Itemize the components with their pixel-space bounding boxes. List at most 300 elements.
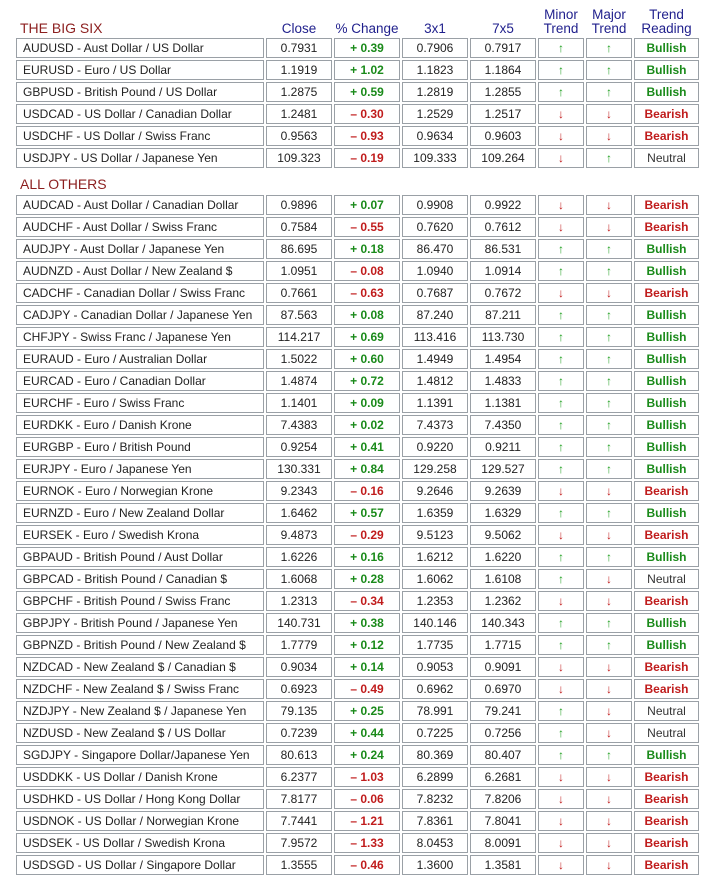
close-value: 1.1401 bbox=[266, 393, 332, 413]
value-7x5: 0.9603 bbox=[470, 126, 536, 146]
down-arrow-icon: ↓ bbox=[558, 129, 564, 143]
value-3x1: 1.6359 bbox=[402, 503, 468, 523]
percent-change: + 0.09 bbox=[334, 393, 400, 413]
value-3x1: 1.3600 bbox=[402, 855, 468, 875]
pair-name: USDDKK - US Dollar / Danish Krone bbox=[16, 767, 264, 787]
value-3x1: 0.6962 bbox=[402, 679, 468, 699]
close-value: 114.217 bbox=[266, 327, 332, 347]
value-7x5: 1.6220 bbox=[470, 547, 536, 567]
pair-name: CHFJPY - Swiss Franc / Japanese Yen bbox=[16, 327, 264, 347]
trend-reading: Neutral bbox=[634, 569, 699, 589]
value-3x1: 1.6212 bbox=[402, 547, 468, 567]
trend-reading: Bearish bbox=[634, 767, 699, 787]
value-3x1: 0.9053 bbox=[402, 657, 468, 677]
value-7x5: 7.8206 bbox=[470, 789, 536, 809]
up-arrow-icon: ↑ bbox=[606, 440, 612, 454]
pair-name: EURJPY - Euro / Japanese Yen bbox=[16, 459, 264, 479]
table-row bbox=[16, 503, 699, 523]
up-arrow-icon: ↑ bbox=[558, 41, 564, 55]
minor-trend-cell bbox=[538, 82, 584, 102]
down-arrow-icon: ↓ bbox=[558, 814, 564, 828]
table-row bbox=[16, 104, 699, 124]
close-value: 1.2313 bbox=[266, 591, 332, 611]
value-3x1: 87.240 bbox=[402, 305, 468, 325]
trend-reading: Bearish bbox=[634, 104, 699, 124]
up-arrow-icon: ↑ bbox=[558, 352, 564, 366]
table-row bbox=[16, 767, 699, 787]
value-3x1: 0.7225 bbox=[402, 723, 468, 743]
close-value: 1.6462 bbox=[266, 503, 332, 523]
percent-change: + 0.12 bbox=[334, 635, 400, 655]
trend-reading: Bullish bbox=[634, 635, 699, 655]
close-value: 0.9254 bbox=[266, 437, 332, 457]
close-value: 140.731 bbox=[266, 613, 332, 633]
header-row bbox=[16, 7, 699, 36]
close-value: 1.3555 bbox=[266, 855, 332, 875]
col-header-major-line1: Major bbox=[592, 7, 626, 22]
minor-trend-cell bbox=[538, 104, 584, 124]
major-trend-cell bbox=[586, 613, 632, 633]
pair-name: USDSGD - US Dollar / Singapore Dollar bbox=[16, 855, 264, 875]
up-arrow-icon: ↑ bbox=[606, 550, 612, 564]
up-arrow-icon: ↑ bbox=[558, 330, 564, 344]
minor-trend-cell bbox=[538, 525, 584, 545]
major-trend-cell bbox=[586, 591, 632, 611]
pair-name: EURDKK - Euro / Danish Krone bbox=[16, 415, 264, 435]
down-arrow-icon: ↓ bbox=[558, 151, 564, 165]
pair-name: EURAUD - Euro / Australian Dollar bbox=[16, 349, 264, 369]
value-3x1: 7.4373 bbox=[402, 415, 468, 435]
trend-reading: Bullish bbox=[634, 349, 699, 369]
percent-change: + 0.60 bbox=[334, 349, 400, 369]
up-arrow-icon: ↑ bbox=[558, 308, 564, 322]
col-header-minor-line1: Minor bbox=[544, 7, 578, 22]
down-arrow-icon: ↓ bbox=[606, 836, 612, 850]
col-header-3x1: 3x1 bbox=[424, 21, 446, 36]
down-arrow-icon: ↓ bbox=[558, 682, 564, 696]
percent-change: + 0.02 bbox=[334, 415, 400, 435]
pair-name: USDSEK - US Dollar / Swedish Krona bbox=[16, 833, 264, 853]
major-trend-cell bbox=[586, 393, 632, 413]
down-arrow-icon: ↓ bbox=[606, 726, 612, 740]
percent-change: – 0.30 bbox=[334, 104, 400, 124]
value-7x5: 129.527 bbox=[470, 459, 536, 479]
up-arrow-icon: ↑ bbox=[558, 396, 564, 410]
up-arrow-icon: ↑ bbox=[606, 374, 612, 388]
major-trend-cell bbox=[586, 525, 632, 545]
percent-change: + 0.59 bbox=[334, 82, 400, 102]
trend-reading: Bearish bbox=[634, 283, 699, 303]
table-row bbox=[16, 82, 699, 102]
currency-trend-table bbox=[14, 5, 697, 877]
up-arrow-icon: ↑ bbox=[558, 418, 564, 432]
major-trend-cell bbox=[586, 811, 632, 831]
col-header-change: % Change bbox=[335, 21, 399, 36]
table-row bbox=[16, 657, 699, 677]
up-arrow-icon: ↑ bbox=[558, 242, 564, 256]
section-title-all-others: ALL OTHERS bbox=[20, 176, 107, 192]
trend-reading: Neutral bbox=[634, 148, 699, 168]
minor-trend-cell bbox=[538, 657, 584, 677]
up-arrow-icon: ↑ bbox=[558, 506, 564, 520]
percent-change: + 0.07 bbox=[334, 195, 400, 215]
trend-reading: Bullish bbox=[634, 261, 699, 281]
value-7x5: 1.2362 bbox=[470, 591, 536, 611]
major-trend-cell bbox=[586, 104, 632, 124]
up-arrow-icon: ↑ bbox=[606, 63, 612, 77]
minor-trend-cell bbox=[538, 38, 584, 58]
percent-change: + 0.28 bbox=[334, 569, 400, 589]
pair-name: SGDJPY - Singapore Dollar/Japanese Yen bbox=[16, 745, 264, 765]
value-7x5: 0.6970 bbox=[470, 679, 536, 699]
up-arrow-icon: ↑ bbox=[558, 748, 564, 762]
trend-reading: Bullish bbox=[634, 60, 699, 80]
pair-name: AUDCAD - Aust Dollar / Canadian Dollar bbox=[16, 195, 264, 215]
down-arrow-icon: ↓ bbox=[606, 107, 612, 121]
pair-name: GBPNZD - British Pound / New Zealand $ bbox=[16, 635, 264, 655]
down-arrow-icon: ↓ bbox=[606, 682, 612, 696]
major-trend-cell bbox=[586, 789, 632, 809]
major-trend-cell bbox=[586, 657, 632, 677]
up-arrow-icon: ↑ bbox=[558, 85, 564, 99]
major-trend-cell bbox=[586, 217, 632, 237]
pair-name: NZDCHF - New Zealand $ / Swiss Franc bbox=[16, 679, 264, 699]
minor-trend-cell bbox=[538, 393, 584, 413]
value-3x1: 7.8361 bbox=[402, 811, 468, 831]
up-arrow-icon: ↑ bbox=[558, 462, 564, 476]
close-value: 0.9034 bbox=[266, 657, 332, 677]
percent-change: + 0.16 bbox=[334, 547, 400, 567]
trend-reading: Bearish bbox=[634, 525, 699, 545]
table-row bbox=[16, 415, 699, 435]
down-arrow-icon: ↓ bbox=[558, 484, 564, 498]
up-arrow-icon: ↑ bbox=[558, 726, 564, 740]
percent-change: – 0.06 bbox=[334, 789, 400, 809]
value-3x1: 1.1391 bbox=[402, 393, 468, 413]
value-3x1: 1.7735 bbox=[402, 635, 468, 655]
pair-name: EURCAD - Euro / Canadian Dollar bbox=[16, 371, 264, 391]
percent-change: + 0.57 bbox=[334, 503, 400, 523]
value-3x1: 0.7687 bbox=[402, 283, 468, 303]
value-3x1: 0.9220 bbox=[402, 437, 468, 457]
value-7x5: 9.2639 bbox=[470, 481, 536, 501]
value-3x1: 1.2529 bbox=[402, 104, 468, 124]
value-3x1: 0.9908 bbox=[402, 195, 468, 215]
value-7x5: 1.0914 bbox=[470, 261, 536, 281]
value-7x5: 6.2681 bbox=[470, 767, 536, 787]
minor-trend-cell bbox=[538, 148, 584, 168]
major-trend-cell bbox=[586, 833, 632, 853]
close-value: 6.2377 bbox=[266, 767, 332, 787]
percent-change: – 0.29 bbox=[334, 525, 400, 545]
value-7x5: 0.7256 bbox=[470, 723, 536, 743]
trend-reading: Bullish bbox=[634, 239, 699, 259]
percent-change: – 0.63 bbox=[334, 283, 400, 303]
table-row bbox=[16, 855, 699, 875]
value-3x1: 0.9634 bbox=[402, 126, 468, 146]
table-row bbox=[16, 217, 699, 237]
value-7x5: 109.264 bbox=[470, 148, 536, 168]
close-value: 1.0951 bbox=[266, 261, 332, 281]
down-arrow-icon: ↓ bbox=[606, 660, 612, 674]
trend-reading: Bullish bbox=[634, 503, 699, 523]
value-3x1: 9.2646 bbox=[402, 481, 468, 501]
table-row bbox=[16, 481, 699, 501]
value-3x1: 6.2899 bbox=[402, 767, 468, 787]
table-row bbox=[16, 393, 699, 413]
value-3x1: 1.4812 bbox=[402, 371, 468, 391]
percent-change: + 0.72 bbox=[334, 371, 400, 391]
table-row bbox=[16, 195, 699, 215]
up-arrow-icon: ↑ bbox=[606, 330, 612, 344]
value-7x5: 1.2855 bbox=[470, 82, 536, 102]
table-row bbox=[16, 833, 699, 853]
table-row bbox=[16, 591, 699, 611]
minor-trend-cell bbox=[538, 767, 584, 787]
table-row bbox=[16, 811, 699, 831]
major-trend-cell bbox=[586, 723, 632, 743]
down-arrow-icon: ↓ bbox=[606, 814, 612, 828]
col-header-close: Close bbox=[281, 21, 317, 36]
value-7x5: 0.7612 bbox=[470, 217, 536, 237]
percent-change: + 0.39 bbox=[334, 38, 400, 58]
value-7x5: 9.5062 bbox=[470, 525, 536, 545]
close-value: 9.4873 bbox=[266, 525, 332, 545]
trend-reading: Bullish bbox=[634, 613, 699, 633]
major-trend-cell bbox=[586, 371, 632, 391]
pair-name: USDJPY - US Dollar / Japanese Yen bbox=[16, 148, 264, 168]
pair-name: CADJPY - Canadian Dollar / Japanese Yen bbox=[16, 305, 264, 325]
percent-change: + 0.08 bbox=[334, 305, 400, 325]
value-3x1: 109.333 bbox=[402, 148, 468, 168]
percent-change: – 1.03 bbox=[334, 767, 400, 787]
value-7x5: 113.730 bbox=[470, 327, 536, 347]
trend-reading: Bearish bbox=[634, 195, 699, 215]
minor-trend-cell bbox=[538, 459, 584, 479]
close-value: 1.4874 bbox=[266, 371, 332, 391]
value-3x1: 8.0453 bbox=[402, 833, 468, 853]
up-arrow-icon: ↑ bbox=[606, 462, 612, 476]
major-trend-cell bbox=[586, 349, 632, 369]
close-value: 86.695 bbox=[266, 239, 332, 259]
table-row bbox=[16, 437, 699, 457]
percent-change: + 0.24 bbox=[334, 745, 400, 765]
close-value: 0.7239 bbox=[266, 723, 332, 743]
pair-name: CADCHF - Canadian Dollar / Swiss Franc bbox=[16, 283, 264, 303]
trend-reading: Bullish bbox=[634, 437, 699, 457]
up-arrow-icon: ↑ bbox=[606, 396, 612, 410]
up-arrow-icon: ↑ bbox=[558, 638, 564, 652]
percent-change: – 0.19 bbox=[334, 148, 400, 168]
down-arrow-icon: ↓ bbox=[558, 858, 564, 872]
pair-name: GBPUSD - British Pound / US Dollar bbox=[16, 82, 264, 102]
down-arrow-icon: ↓ bbox=[558, 792, 564, 806]
pair-name: EURSEK - Euro / Swedish Krona bbox=[16, 525, 264, 545]
table-row bbox=[16, 635, 699, 655]
col-header-major-line2: Trend bbox=[591, 21, 627, 36]
major-trend-cell bbox=[586, 148, 632, 168]
value-7x5: 0.7672 bbox=[470, 283, 536, 303]
minor-trend-cell bbox=[538, 481, 584, 501]
value-7x5: 1.1864 bbox=[470, 60, 536, 80]
major-trend-cell bbox=[586, 82, 632, 102]
value-7x5: 86.531 bbox=[470, 239, 536, 259]
up-arrow-icon: ↑ bbox=[606, 85, 612, 99]
pair-name: EURGBP - Euro / British Pound bbox=[16, 437, 264, 457]
value-7x5: 1.6108 bbox=[470, 569, 536, 589]
value-7x5: 0.7917 bbox=[470, 38, 536, 58]
value-3x1: 1.6062 bbox=[402, 569, 468, 589]
major-trend-cell bbox=[586, 767, 632, 787]
pair-name: USDCAD - US Dollar / Canadian Dollar bbox=[16, 104, 264, 124]
percent-change: + 0.38 bbox=[334, 613, 400, 633]
value-7x5: 79.241 bbox=[470, 701, 536, 721]
percent-change: + 0.44 bbox=[334, 723, 400, 743]
value-3x1: 9.5123 bbox=[402, 525, 468, 545]
close-value: 1.6068 bbox=[266, 569, 332, 589]
trend-reading: Bearish bbox=[634, 789, 699, 809]
col-header-minor-line2: Trend bbox=[543, 21, 579, 36]
down-arrow-icon: ↓ bbox=[558, 594, 564, 608]
value-3x1: 140.146 bbox=[402, 613, 468, 633]
value-3x1: 0.7906 bbox=[402, 38, 468, 58]
table-row bbox=[16, 723, 699, 743]
trend-reading: Bullish bbox=[634, 415, 699, 435]
trend-reading: Bearish bbox=[634, 657, 699, 677]
minor-trend-cell bbox=[538, 60, 584, 80]
table-row bbox=[16, 60, 699, 80]
major-trend-cell bbox=[586, 415, 632, 435]
close-value: 1.1919 bbox=[266, 60, 332, 80]
value-7x5: 8.0091 bbox=[470, 833, 536, 853]
minor-trend-cell bbox=[538, 327, 584, 347]
minor-trend-cell bbox=[538, 811, 584, 831]
pair-name: USDCHF - US Dollar / Swiss Franc bbox=[16, 126, 264, 146]
value-7x5: 1.4954 bbox=[470, 349, 536, 369]
value-7x5: 0.9091 bbox=[470, 657, 536, 677]
major-trend-cell bbox=[586, 195, 632, 215]
down-arrow-icon: ↓ bbox=[606, 770, 612, 784]
up-arrow-icon: ↑ bbox=[606, 352, 612, 366]
up-arrow-icon: ↑ bbox=[606, 151, 612, 165]
value-3x1: 1.2819 bbox=[402, 82, 468, 102]
percent-change: + 0.84 bbox=[334, 459, 400, 479]
major-trend-cell bbox=[586, 327, 632, 347]
down-arrow-icon: ↓ bbox=[606, 792, 612, 806]
down-arrow-icon: ↓ bbox=[606, 220, 612, 234]
table-row bbox=[16, 126, 699, 146]
pair-name: USDHKD - US Dollar / Hong Kong Dollar bbox=[16, 789, 264, 809]
up-arrow-icon: ↑ bbox=[606, 242, 612, 256]
pair-name: GBPJPY - British Pound / Japanese Yen bbox=[16, 613, 264, 633]
minor-trend-cell bbox=[538, 591, 584, 611]
value-7x5: 1.6329 bbox=[470, 503, 536, 523]
pair-name: NZDCAD - New Zealand $ / Canadian $ bbox=[16, 657, 264, 677]
value-7x5: 1.1381 bbox=[470, 393, 536, 413]
value-3x1: 0.7620 bbox=[402, 217, 468, 237]
value-3x1: 129.258 bbox=[402, 459, 468, 479]
minor-trend-cell bbox=[538, 217, 584, 237]
value-7x5: 140.343 bbox=[470, 613, 536, 633]
close-value: 1.6226 bbox=[266, 547, 332, 567]
value-7x5: 1.3581 bbox=[470, 855, 536, 875]
percent-change: + 0.69 bbox=[334, 327, 400, 347]
close-value: 7.9572 bbox=[266, 833, 332, 853]
minor-trend-cell bbox=[538, 789, 584, 809]
col-header-minor-trend bbox=[538, 7, 584, 36]
down-arrow-icon: ↓ bbox=[558, 198, 564, 212]
minor-trend-cell bbox=[538, 126, 584, 146]
major-trend-cell bbox=[586, 261, 632, 281]
close-value: 9.2343 bbox=[266, 481, 332, 501]
trend-reading: Bearish bbox=[634, 679, 699, 699]
value-3x1: 7.8232 bbox=[402, 789, 468, 809]
value-7x5: 0.9922 bbox=[470, 195, 536, 215]
up-arrow-icon: ↑ bbox=[558, 374, 564, 388]
percent-change: – 1.21 bbox=[334, 811, 400, 831]
minor-trend-cell bbox=[538, 195, 584, 215]
value-7x5: 80.407 bbox=[470, 745, 536, 765]
minor-trend-cell bbox=[538, 613, 584, 633]
table-row bbox=[16, 679, 699, 699]
down-arrow-icon: ↓ bbox=[558, 660, 564, 674]
minor-trend-cell bbox=[538, 503, 584, 523]
close-value: 7.8177 bbox=[266, 789, 332, 809]
pair-name: NZDUSD - New Zealand $ / US Dollar bbox=[16, 723, 264, 743]
pair-name: NZDJPY - New Zealand $ / Japanese Yen bbox=[16, 701, 264, 721]
trend-reading: Bearish bbox=[634, 126, 699, 146]
close-value: 0.6923 bbox=[266, 679, 332, 699]
down-arrow-icon: ↓ bbox=[606, 858, 612, 872]
pair-name: EURNZD - Euro / New Zealand Dollar bbox=[16, 503, 264, 523]
value-3x1: 78.991 bbox=[402, 701, 468, 721]
trend-reading: Bullish bbox=[634, 327, 699, 347]
section-title-big-six: THE BIG SIX bbox=[20, 20, 103, 36]
up-arrow-icon: ↑ bbox=[606, 308, 612, 322]
col-header-7x5: 7x5 bbox=[492, 21, 514, 36]
percent-change: – 0.55 bbox=[334, 217, 400, 237]
trend-reading: Bullish bbox=[634, 371, 699, 391]
col-header-reading-line1: Trend bbox=[649, 7, 684, 22]
major-trend-cell bbox=[586, 283, 632, 303]
up-arrow-icon: ↑ bbox=[606, 616, 612, 630]
major-trend-cell bbox=[586, 503, 632, 523]
value-3x1: 113.416 bbox=[402, 327, 468, 347]
major-trend-cell bbox=[586, 305, 632, 325]
major-trend-cell bbox=[586, 547, 632, 567]
down-arrow-icon: ↓ bbox=[558, 286, 564, 300]
minor-trend-cell bbox=[538, 833, 584, 853]
table-row bbox=[16, 745, 699, 765]
minor-trend-cell bbox=[538, 855, 584, 875]
minor-trend-cell bbox=[538, 547, 584, 567]
table-row bbox=[16, 613, 699, 633]
table-row bbox=[16, 789, 699, 809]
close-value: 87.563 bbox=[266, 305, 332, 325]
up-arrow-icon: ↑ bbox=[558, 63, 564, 77]
up-arrow-icon: ↑ bbox=[606, 418, 612, 432]
minor-trend-cell bbox=[538, 305, 584, 325]
close-value: 1.2481 bbox=[266, 104, 332, 124]
table-row bbox=[16, 525, 699, 545]
pair-name: EURNOK - Euro / Norwegian Krone bbox=[16, 481, 264, 501]
minor-trend-cell bbox=[538, 701, 584, 721]
close-value: 7.7441 bbox=[266, 811, 332, 831]
table-row bbox=[16, 569, 699, 589]
trend-reading: Bullish bbox=[634, 459, 699, 479]
percent-change: – 0.08 bbox=[334, 261, 400, 281]
down-arrow-icon: ↓ bbox=[558, 836, 564, 850]
